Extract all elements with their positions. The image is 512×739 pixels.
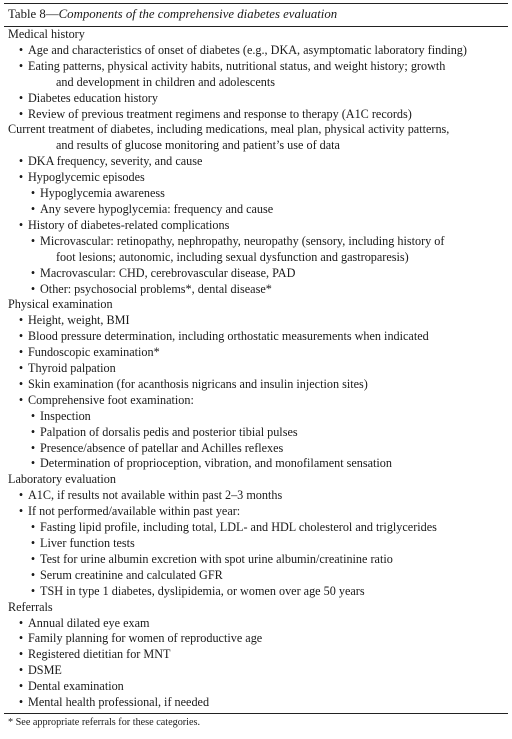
item-text: and development in children and adolescents — [56, 74, 275, 89]
sub-list-item — [8, 202, 506, 218]
diabetes-evaluation-table — [4, 0, 508, 737]
section-heading — [8, 27, 506, 43]
list-item — [8, 91, 506, 107]
item-text: Eating patterns, physical activity habits, nutritional status, and weight history; growth — [28, 58, 446, 73]
list-item — [8, 43, 506, 59]
item-text: History of diabetes-related complications — [28, 217, 230, 232]
item-text: Blood pressure determination, including orthostatic measurements when indicated — [28, 329, 429, 344]
bullet-icon: • — [18, 488, 24, 503]
item-text: Fundoscopic examination* — [28, 345, 160, 360]
item-text: Family planning for women of reproductive age — [28, 631, 263, 646]
list-item-continuation — [8, 250, 506, 266]
item-text: Microvascular: retinopathy, nephropathy, neuropathy (sensory, including history of — [40, 233, 445, 248]
section-heading — [8, 297, 506, 313]
sub-list-item — [8, 536, 506, 552]
list-item — [8, 361, 506, 377]
bullet-icon: • — [30, 536, 36, 550]
list-item — [8, 393, 506, 409]
bullet-icon: • — [18, 361, 24, 376]
bullet-icon: • — [18, 90, 24, 105]
item-text: Hypoglycemic episodes — [28, 170, 145, 185]
list-item — [8, 695, 506, 711]
item-text: Dental examination — [28, 679, 124, 694]
sub-list-item — [8, 520, 506, 536]
list-item-continuation — [8, 138, 506, 154]
list-item — [8, 631, 506, 647]
item-text: Age and characteristics of onset of diabetes (e.g., DKA, asymptomatic laboratory finding) — [28, 42, 467, 57]
list-item — [8, 170, 506, 186]
item-text: Presence/absence of patellar and Achilles reflexes — [40, 440, 284, 455]
item-text: DKA frequency, severity, and cause — [28, 154, 203, 169]
item-text: Determination of proprioception, vibration, and monofilament sensation — [40, 456, 392, 471]
bullet-icon: • — [18, 615, 24, 630]
item-text: Other: psychosocial problems*, dental disease* — [40, 281, 272, 296]
item-text: Current treatment of diabetes, including medications, meal plan, physical activity patterns, — [8, 122, 450, 137]
sub-list-item — [8, 568, 506, 584]
sub-list-item — [8, 425, 506, 441]
list-item — [8, 107, 506, 123]
list-item — [8, 377, 506, 393]
item-text: Physical examination — [8, 297, 113, 312]
item-text: TSH in type 1 diabetes, dyslipidemia, or women over age 50 years — [40, 583, 365, 598]
bullet-icon: • — [30, 424, 36, 439]
item-text: Laboratory evaluation — [8, 472, 116, 487]
list-item — [8, 616, 506, 632]
bullet-icon: • — [18, 58, 24, 73]
list-item — [8, 329, 506, 345]
item-text: Registered dietitian for MNT — [28, 647, 171, 662]
list-item — [8, 59, 506, 75]
item-text: Liver function tests — [40, 536, 135, 550]
sub-list-item — [8, 282, 506, 298]
bullet-icon: • — [30, 281, 36, 296]
bullet-icon: • — [18, 695, 24, 710]
item-text: Thyroid palpation — [28, 361, 116, 376]
sub-list-item — [8, 456, 506, 472]
sub-list-item — [8, 584, 506, 600]
item-text: Any severe hypoglycemia: frequency and cause — [40, 201, 274, 216]
bullet-icon: • — [30, 551, 36, 566]
bullet-icon: • — [30, 583, 36, 598]
item-text: Skin examination (for acanthosis nigricans and insulin injection sites) — [28, 376, 368, 391]
bullet-icon: • — [18, 313, 24, 328]
bullet-icon: • — [18, 42, 24, 57]
bullet-icon: • — [30, 520, 36, 535]
sub-list-item — [8, 266, 506, 282]
list-item-continuation — [8, 75, 506, 91]
item-text: and results of glucose monitoring and patient’s use of data — [56, 138, 340, 153]
list-item — [8, 679, 506, 695]
list-item — [8, 313, 506, 329]
bottom-rule — [4, 713, 508, 714]
item-text: Referrals — [8, 599, 53, 614]
bullet-icon: • — [30, 186, 36, 201]
item-text: Serum creatinine and calculated GFR — [40, 567, 223, 582]
bullet-icon: • — [30, 567, 36, 582]
item-text: If not performed/available within past year: — [28, 504, 241, 519]
table-number: Table 8— — [8, 7, 59, 21]
bullet-icon: • — [18, 329, 24, 344]
item-text: foot lesions; autonomic, including sexual dysfunction and gastroparesis) — [56, 249, 409, 264]
item-text: Medical history — [8, 27, 85, 41]
bullet-icon: • — [30, 440, 36, 455]
top-rule — [4, 3, 508, 4]
item-text: Annual dilated eye exam — [28, 615, 150, 630]
section-heading — [8, 600, 506, 616]
list-item — [8, 345, 506, 361]
bullet-icon: • — [18, 170, 24, 185]
item-text: Height, weight, BMI — [28, 313, 130, 328]
list-item — [8, 488, 506, 504]
bullet-icon: • — [18, 504, 24, 519]
bullet-icon: • — [30, 233, 36, 248]
sub-list-item — [8, 441, 506, 457]
item-text: Hypoglycemia awareness — [40, 186, 165, 201]
item-text: Mental health professional, if needed — [28, 695, 210, 710]
list-item — [8, 663, 506, 679]
sub-list-item — [8, 186, 506, 202]
section-heading — [8, 122, 506, 138]
table-body — [8, 27, 506, 711]
bullet-icon: • — [18, 376, 24, 391]
item-text: A1C, if results not available within past 2–3 months — [28, 488, 283, 503]
item-text: Macrovascular: CHD, cerebrovascular disease, PAD — [40, 265, 296, 280]
item-text: Inspection — [40, 408, 91, 423]
bullet-icon: • — [18, 647, 24, 662]
item-text: Diabetes education history — [28, 90, 158, 105]
bullet-icon: • — [18, 392, 24, 407]
bullet-icon: • — [18, 663, 24, 678]
bullet-icon: • — [30, 265, 36, 280]
table-caption — [8, 6, 337, 22]
section-heading — [8, 472, 506, 488]
item-text: Comprehensive foot examination: — [28, 392, 194, 407]
sub-list-item — [8, 409, 506, 425]
bullet-icon: • — [18, 154, 24, 169]
list-item — [8, 154, 506, 170]
sub-list-item — [8, 234, 506, 250]
list-item — [8, 647, 506, 663]
bullet-icon: • — [18, 679, 24, 694]
table-title: Components of the comprehensive diabetes evaluation — [58, 7, 338, 21]
sub-list-item — [8, 552, 506, 568]
item-text: Test for urine albumin excretion with spot urine albumin/creatinine ratio — [40, 551, 393, 566]
bullet-icon: • — [30, 408, 36, 423]
bullet-icon: • — [18, 217, 24, 232]
item-text: DSME — [28, 663, 62, 678]
list-item — [8, 218, 506, 234]
list-item — [8, 504, 506, 520]
bullet-icon: • — [18, 106, 24, 121]
table-footnote: * See appropriate referrals for these categories. — [8, 717, 201, 728]
item-text: Review of previous treatment regimens and response to therapy (A1C records) — [28, 106, 412, 121]
bullet-icon: • — [18, 631, 24, 646]
bullet-icon: • — [30, 201, 36, 216]
bullet-icon: • — [18, 345, 24, 360]
bullet-icon: • — [30, 456, 36, 471]
item-text: Fasting lipid profile, including total, LDL- and HDL cholesterol and triglycerides — [40, 520, 437, 535]
item-text: Palpation of dorsalis pedis and posterior tibial pulses — [40, 424, 298, 439]
